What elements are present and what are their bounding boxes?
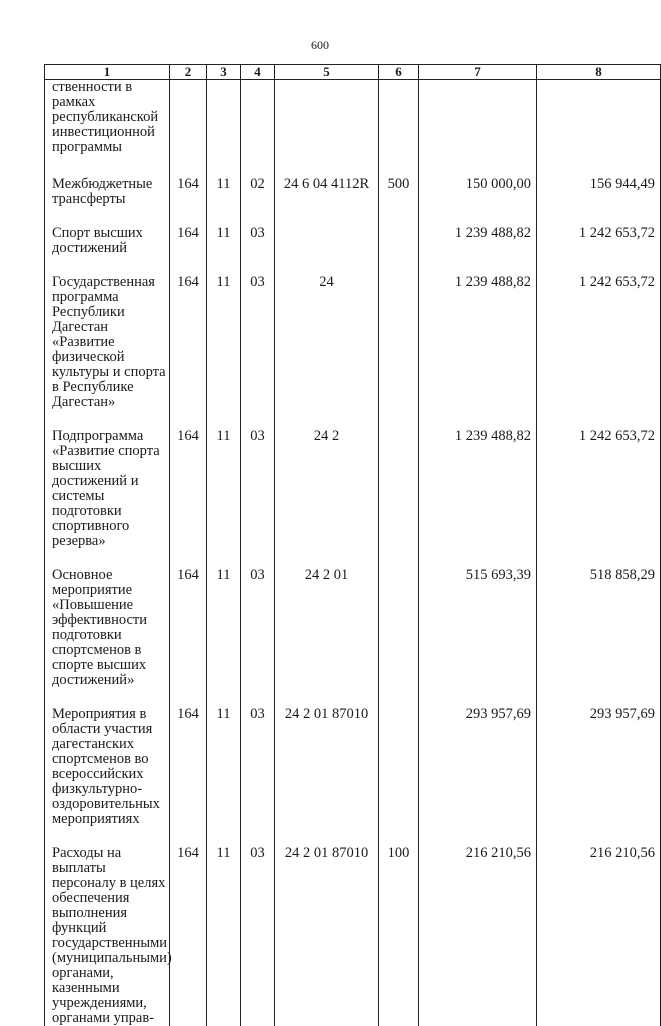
budget-table bbox=[44, 64, 661, 1026]
row-section bbox=[207, 80, 241, 178]
table-row bbox=[45, 226, 661, 275]
row-sum-2 bbox=[537, 80, 661, 178]
row-sum-2: 293 957,69 bbox=[537, 707, 661, 846]
row-ved bbox=[170, 80, 207, 178]
row-sum-2: 1 242 653,72 bbox=[537, 226, 661, 275]
row-section: 11 bbox=[207, 177, 241, 226]
row-ved: 164 bbox=[170, 707, 207, 846]
row-name: Мероприятия в области участия дагестанских спортсменов во всероссийских физкультурно-оздоровительных мероприятиях bbox=[45, 707, 170, 846]
row-subsection: 03 bbox=[241, 275, 275, 429]
column-header-5: 5 bbox=[275, 65, 379, 80]
row-expense-type bbox=[379, 226, 419, 275]
row-subsection: 03 bbox=[241, 707, 275, 846]
row-target-code bbox=[275, 226, 379, 275]
row-subsection: 03 bbox=[241, 568, 275, 707]
table-row bbox=[45, 275, 661, 429]
row-name: Подпрограмма «Развитие спорта высших достижений и системы подготовки спортивного резерва» bbox=[45, 429, 170, 568]
row-target-code: 24 2 01 87010 bbox=[275, 707, 379, 846]
column-header-2: 2 bbox=[170, 65, 207, 80]
row-target-code: 24 6 04 4112R bbox=[275, 177, 379, 226]
row-subsection: 03 bbox=[241, 846, 275, 1026]
row-section: 11 bbox=[207, 707, 241, 846]
row-expense-type bbox=[379, 80, 419, 178]
table-header-row bbox=[45, 65, 661, 80]
table-row bbox=[45, 177, 661, 226]
row-sum-2: 156 944,49 bbox=[537, 177, 661, 226]
row-section: 11 bbox=[207, 846, 241, 1026]
row-name: Основное мероприятие «Повышение эффективности подготовки спортсменов в спорте высших достижений» bbox=[45, 568, 170, 707]
row-name: Межбюджетные трансферты bbox=[45, 177, 170, 226]
row-sum-1: 216 210,56 bbox=[419, 846, 537, 1026]
row-section: 11 bbox=[207, 275, 241, 429]
row-ved: 164 bbox=[170, 275, 207, 429]
row-sum-1: 1 239 488,82 bbox=[419, 226, 537, 275]
row-section: 11 bbox=[207, 226, 241, 275]
row-sum-1: 1 239 488,82 bbox=[419, 429, 537, 568]
row-expense-type bbox=[379, 707, 419, 846]
row-subsection: 02 bbox=[241, 177, 275, 226]
row-sum-1: 1 239 488,82 bbox=[419, 275, 537, 429]
row-expense-type: 500 bbox=[379, 177, 419, 226]
row-sum-2: 1 242 653,72 bbox=[537, 429, 661, 568]
table-row bbox=[45, 707, 661, 846]
row-name: Расходы на выплаты персоналу в целях обеспечения выполнения функций государственными (муниципальными) органами, казенными учреждениями, органами управ- bbox=[45, 846, 170, 1026]
column-header-1: 1 bbox=[45, 65, 170, 80]
table-row bbox=[45, 80, 661, 178]
row-target-code: 24 2 01 bbox=[275, 568, 379, 707]
row-ved: 164 bbox=[170, 226, 207, 275]
row-expense-type: 100 bbox=[379, 846, 419, 1026]
row-sum-1: 293 957,69 bbox=[419, 707, 537, 846]
page-number: 600 bbox=[311, 38, 329, 52]
row-ved: 164 bbox=[170, 568, 207, 707]
table-row bbox=[45, 568, 661, 707]
row-target-code: 24 bbox=[275, 275, 379, 429]
row-subsection: 03 bbox=[241, 429, 275, 568]
row-section: 11 bbox=[207, 429, 241, 568]
row-sum-2: 216 210,56 bbox=[537, 846, 661, 1026]
row-name: Спорт высших достижений bbox=[45, 226, 170, 275]
row-ved: 164 bbox=[170, 429, 207, 568]
column-header-7: 7 bbox=[419, 65, 537, 80]
row-expense-type bbox=[379, 429, 419, 568]
row-expense-type bbox=[379, 568, 419, 707]
row-section: 11 bbox=[207, 568, 241, 707]
row-target-code: 24 2 bbox=[275, 429, 379, 568]
row-name: Государственная программа Республики Дагестан «Развитие физической культуры и спорта в Республике Дагестан» bbox=[45, 275, 170, 429]
table-row bbox=[45, 846, 661, 1026]
row-sum-1 bbox=[419, 80, 537, 178]
row-target-code: 24 2 01 87010 bbox=[275, 846, 379, 1026]
row-expense-type bbox=[379, 275, 419, 429]
row-name: ственности в рамках республиканской инвестиционной программы bbox=[45, 80, 170, 178]
row-subsection bbox=[241, 80, 275, 178]
row-ved: 164 bbox=[170, 846, 207, 1026]
column-header-8: 8 bbox=[537, 65, 661, 80]
row-ved: 164 bbox=[170, 177, 207, 226]
row-sum-1: 515 693,39 bbox=[419, 568, 537, 707]
row-sum-2: 1 242 653,72 bbox=[537, 275, 661, 429]
row-sum-1: 150 000,00 bbox=[419, 177, 537, 226]
column-header-6: 6 bbox=[379, 65, 419, 80]
column-header-4: 4 bbox=[241, 65, 275, 80]
row-target-code bbox=[275, 80, 379, 178]
column-header-3: 3 bbox=[207, 65, 241, 80]
row-subsection: 03 bbox=[241, 226, 275, 275]
table-row bbox=[45, 429, 661, 568]
row-sum-2: 518 858,29 bbox=[537, 568, 661, 707]
